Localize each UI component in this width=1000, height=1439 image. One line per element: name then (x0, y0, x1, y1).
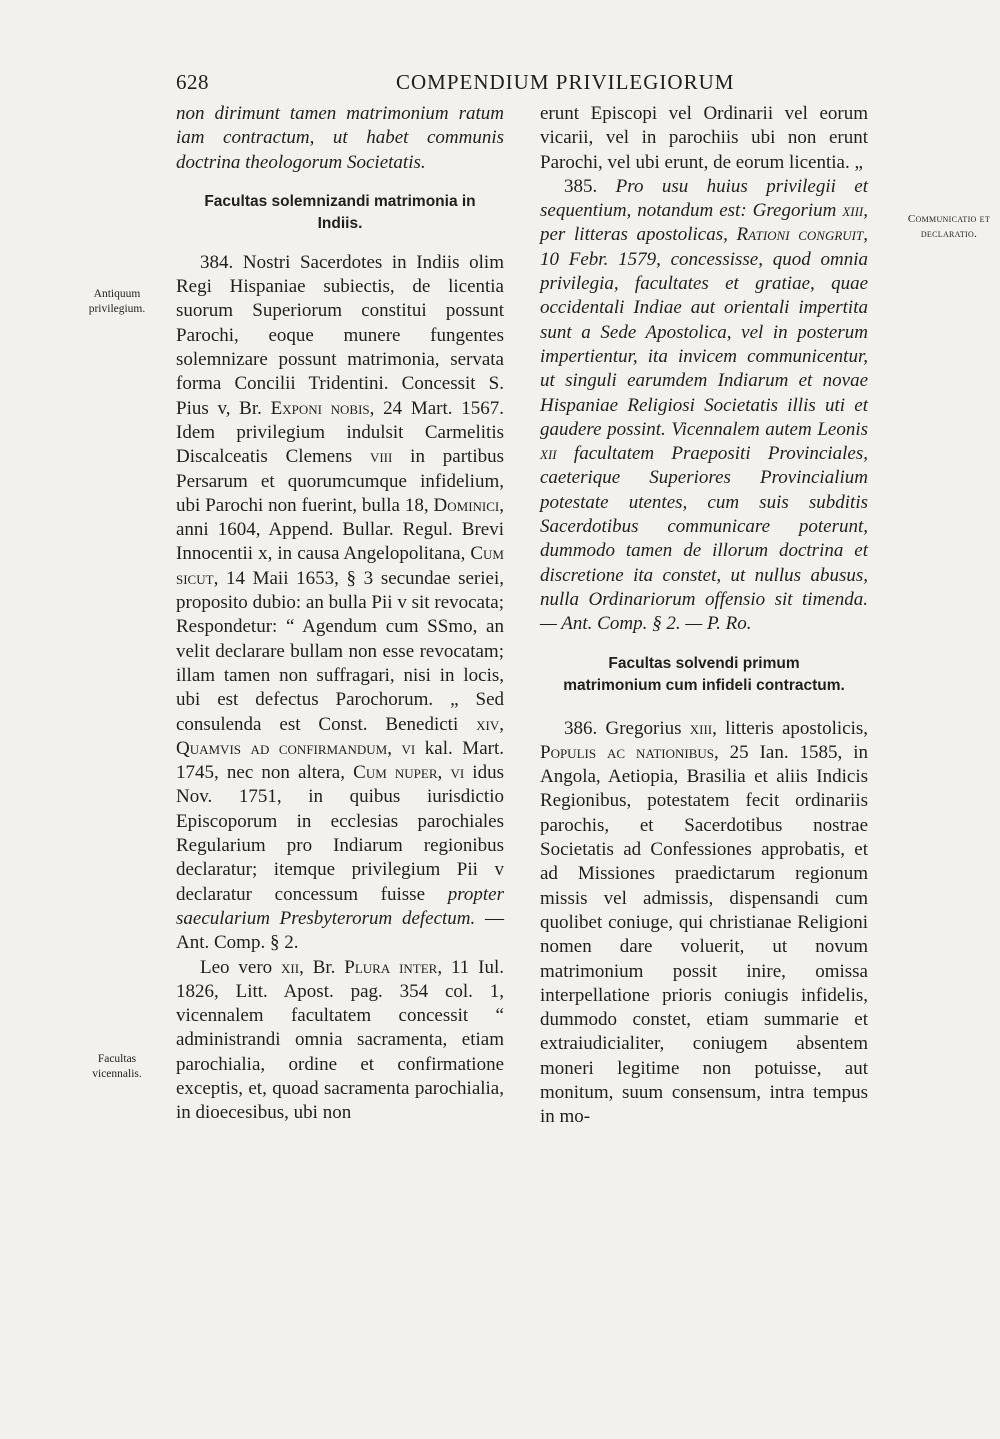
running-head: COMPENDIUM PRIVILEGIORUM (396, 70, 735, 94)
page-header (0, 66, 1000, 100)
left-column (176, 102, 504, 1126)
page-number: 628 (176, 70, 209, 94)
section-heading-solemnizandi: Facultas solemnizandi matrimonia in Indiis. (204, 192, 476, 232)
continuation-paragraph: erunt Episcopi vel Ordinarii vel eorum vicarii, vel in parochiis ubi non erunt Parochi, vel ubi erunt, de eorum licentia. „ (540, 103, 868, 173)
section-heading-solvendi: Facultas solvendi primum matrimonium cum infideli contractum. (563, 654, 845, 694)
margin-note-communicatio: Communicatio et declaratio. (907, 213, 991, 240)
paragraph-384: 384. Nostri Sacerdotes in Indiis olim Regi Hispaniae subiectis, de licentia suorum Superiorum constitui possunt Parochi, eoque munere fungentes solemnizare possunt matrimonia, servata forma Concilii Tridentini. Concessit S. Pius v, Br. Exponi nobis, 24 Mart. 1567. Idem privilegium indulsit Carmelitis Discalceatis Clemens viii in partibus Persarum et quorumcumque infidelium, ubi Parochi non fuerint, bulla 18, Dominici, anni 1604, Append. Bullar. Regul. Brevi Innocentii x, in causa Angelopolitana, Cum sicut, 14 Maii 1653, § 3 secundae seriei, proposito dubio: an bulla Pii v sit revocata; Respondetur: “ Agendum cum SSmo, an velit declarare bullam non esse revocatam; illam tamen non suffragari, nisi in locis, ubi est defectus Parochorum. „ Sed consulenda est Const. Benedicti xiv, Quamvis ad confirmandum, vi kal. Mart. 1745, nec non altera, Cum nuper, vi idus Nov. 1751, in quibus iurisdictio Episcoporum in ecclesias parochiales Regularium pro Indiarum regionibus declaratur; itemque privilegium Pii v declaratur concessum fuisse propter saecularium Presbyterorum defectum. — Ant. Comp. § 2. (176, 251, 504, 954)
margin-note-antiquum: Antiquum privilegium. (88, 288, 146, 315)
margin-note-vicennalis: Facultas vicennalis. (92, 1053, 142, 1080)
paragraph-385: 385. Pro usu huius privilegii et sequentium, notandum est: Gregorium xiii, per litteras apostolicas, Rationi congruit, 10 Febr. 1579, concessisse, quod omnia privilegia, facultates et gratiae, quae occidentali Indiae aut orientali impertita sunt a Sede Apostolica, vel in posterum impertientur, ita invicem communicentur, ut singuli earumdem Indiarum et novae Hispaniae Religiosi Societatis illis uti et gaudere possint. Vicennalem autem Leonis xii facultatem Praepositi Provinciales, caeterique Superiores Provincialium potestate utentes, cum suis subditis Sacerdotibus communicare poterunt, dummodo tamen de illorum doctrina et discretione ita constet, ut nullus abusus, nulla Ordinariorum offensio sit timenda. — Ant. Comp. § 2. — P. Ro. (540, 175, 868, 635)
intro-paragraph: non dirimunt tamen matrimonium ratum iam contractum, ut habet communis doctrina theologorum Societatis. (176, 103, 504, 173)
right-column (540, 102, 868, 1130)
paragraph-386: 386. Gregorius xiii, litteris apostolicis, Populis ac nationibus, 25 Ian. 1585, in Angola, Aetiopia, Brasilia et aliis Indicis Regionibus, potestatem fecit ordinariis parochis, et Sacerdotibus nostrae Societatis ad Confessiones approbatis, et ad Missiones praedictarum regionum missis vel admissis, dispensandi cum quolibet coniuge, qui christianae Religioni nomen dare voluerit, ut novum matrimonium possit inire, omissa interpellatione prioris coniugis infidelis, dummodo constet, etiam summarie et extraiudicialiter, coniugem absentem moneri legitime non potuisse, aut monitum, suum consensum, intra tempus in mo- (540, 717, 868, 1128)
paragraph-leo: Leo vero xii, Br. Plura inter, 11 Iul. 1826, Litt. Apost. pag. 354 col. 1, vicennalem facultatem concessit “ administrandi omnia sacramenta, etiam parochialia, ordine et confirmatione exceptis, et, quoad sacramenta parochialia, in dioecesibus, ubi non (176, 956, 504, 1124)
